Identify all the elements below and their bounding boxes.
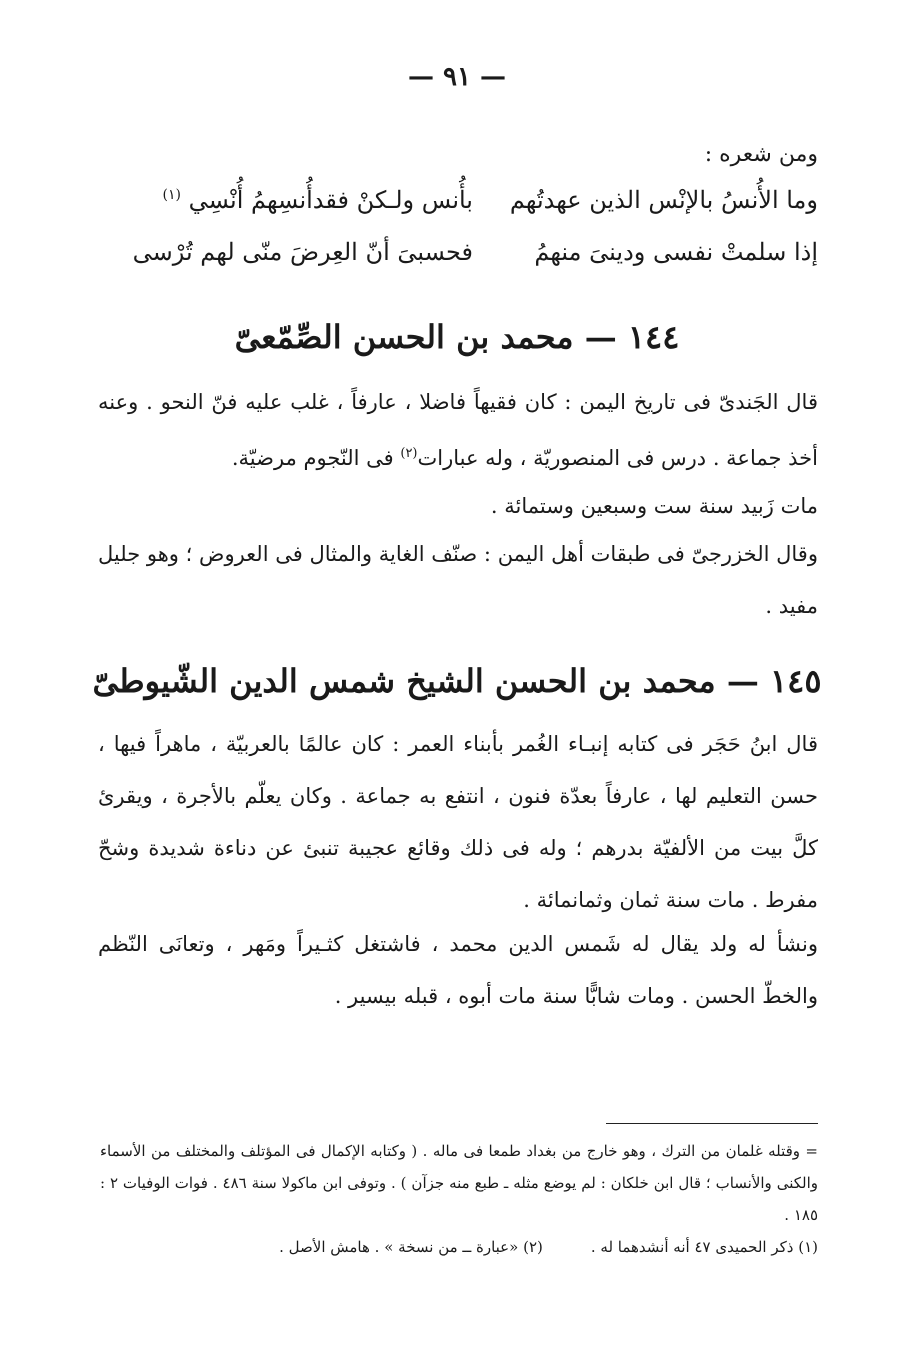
footnote-continuation: = وقتله غلمان من الترك ، وهو خارج من بغداد طمعا فى ماله . ( وكتابه الإكمال فى المؤتلف والمختلف من الأسماء والكنى والأنساب ؛ قال ابن خلكان : لم يوضع مثله ـ طبع منه جزآن ) . وتوفى ابن ماكولا سنة ٤٨٦ . فوات الوفيات ٢ : ١٨٥ . <box>100 1142 818 1224</box>
entry-heading: ١٤٤ — محمد بن الحسن الصِّمّعىّ <box>234 318 680 356</box>
entry-paragraph: مات زَبيد سنة ست وسبعين وستمائة . <box>490 494 818 518</box>
entry-paragraph: وقال الخزرجىّ فى طبقات أهل اليمن : صنّف الغاية والمثال فى العروض ؛ وهو جليل مفيد . <box>98 542 818 618</box>
footnote-divider <box>606 1123 818 1124</box>
footnote-row <box>100 1231 818 1263</box>
footnote-2: (٢) «عبارة ــ من نسخة » . هامش الأصل . <box>279 1238 543 1256</box>
verse-line <box>118 238 818 282</box>
entry-heading: ١٤٥ — محمد بن الحسن الشيخ شمس الدين الشّيوطىّ <box>92 662 822 700</box>
verse-line <box>118 186 818 230</box>
entry-paragraph: قال الجَندىّ فى تاريخ اليمن : كان فقيهاً فاضلا ، عارفاً ، غلب عليه فنّ النحو . وعنه أخذ جماعة . درس فى المنصوريّة ، وله عبارات$^{(٢)}$ فى النّجوم مرضيّة. <box>98 390 818 470</box>
verse-hemistich-first: إذا سلمتْ نفسى ودينىَ منهمُ <box>534 238 818 266</box>
footnote-ref: (٢) <box>400 446 418 461</box>
footnote-ref: (١) <box>162 187 181 203</box>
poetry-intro: ومن شعره : <box>704 142 818 167</box>
footnotes <box>100 1135 818 1263</box>
verse-hemistich-first: وما الأُنسُ بالإنْس الذين عهدتُهم <box>509 186 818 214</box>
verse-hemistich-second: بأُنس ولـكنْ فقدأُنسِهمُ أُنْسِي $^{(١)}$ <box>162 186 473 214</box>
entry-paragraph: قال ابنُ حَجَر فى كتابه إنبـاء الغُمر بأبناء العمر : كان عالمًا بالعربيّة ، ماهراً فيها ، حسن التعليم لها ، عارفاً بعدّة فنون ، انتفع به جماعة . وكان يعلّم بالأجرة ، ويقرئ كلَّ بيت من الألفيّة بدرهم ؛ وله فى ذلك وقائع عجيبة تنبئ عن دناءة شديدة وشحّ مفرط . مات سنة ثمان وثمانمائة . <box>98 732 818 912</box>
verse-hemistich-second: فحسبىَ أنّ العِرضَ منّى لهم تُرْسى <box>132 238 473 266</box>
footnote-1: (١) ذكر الحميدى ٤٧ أنه أنشدهما له . <box>590 1238 818 1256</box>
entry-paragraph: ونشأ له ولد يقال له شَمس الدين محمد ، فاشتغل كثـيراً ومَهر ، وتعانَى النّظم والخطّ الحسن . ومات شابًّا سنة مات أبوه ، قبله بيسير . <box>98 932 818 1008</box>
page-number: — ٩١ — <box>407 62 507 92</box>
